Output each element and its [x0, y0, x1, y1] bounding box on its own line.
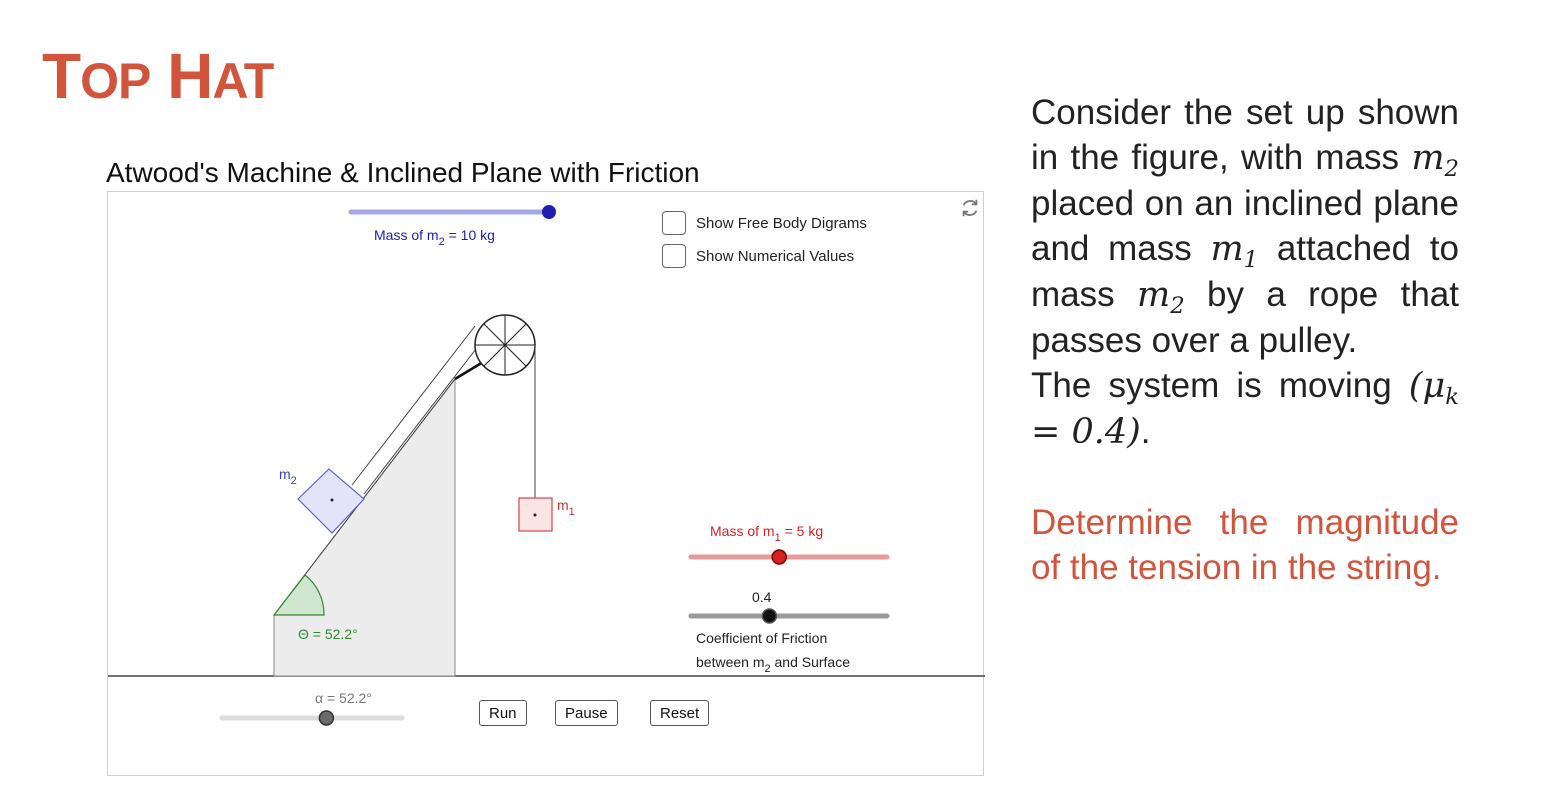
mass-m1-label: $m_1$ [557, 497, 575, 518]
numerical-values-checkbox[interactable] [662, 244, 686, 268]
angle-slider-handle[interactable] [319, 711, 333, 725]
friction-slider-value: 0.4 [752, 589, 772, 605]
angle-slider-label: α = 52.2° [315, 690, 372, 706]
theta-label: Θ = 52.2° [298, 626, 358, 642]
numerical-values-label: Show Numerical Values [696, 247, 855, 265]
geogebra-applet[interactable] [107, 191, 984, 776]
applet-title: Atwood's Machine & Inclined Plane with Friction [106, 157, 700, 188]
mass-m1-slider-handle[interactable] [772, 550, 786, 564]
pause-button[interactable]: Pause [555, 700, 618, 726]
top-hat-logo: TOP HAT [42, 40, 274, 112]
refresh-icon[interactable] [959, 197, 981, 219]
problem-condition: The system is moving $(\mu_k = 0.4)$. [1031, 366, 1459, 452]
applet-canvas [108, 192, 985, 777]
numerical-values-option[interactable] [662, 244, 854, 268]
free-body-label: Show Free Body Digrams [696, 214, 867, 232]
mass-m2-label: $m_2$ [279, 466, 297, 487]
run-button[interactable]: Run [479, 700, 527, 726]
mass-m2-slider-handle[interactable] [542, 205, 556, 219]
reset-button[interactable]: Reset [650, 700, 709, 726]
problem-setup: Consider the set up shown in the figure, with mass $m_2$ placed on an inclined plane and mass $m_1$ attached to mass $m_2$ by a rope that passes over a pulley. [1031, 93, 1459, 360]
free-body-checkbox[interactable] [662, 211, 686, 235]
mass-m2-slider-label: Mass of $m_2 = 10$ kg [374, 227, 495, 248]
mass-m2-center [331, 499, 334, 502]
mass-m1-slider-label: Mass of $m_1 = 5$ kg [710, 523, 824, 544]
problem-question: Determine the magnitude of the tension in the string. [1031, 503, 1459, 587]
free-body-option[interactable] [662, 211, 867, 235]
friction-slider-handle[interactable] [762, 609, 776, 623]
pulley [475, 315, 535, 375]
friction-caption-line2: between $m_2$ and Surface [696, 654, 850, 675]
friction-caption-line1: Coefficient of Friction [696, 630, 828, 646]
problem-statement [1031, 90, 1459, 590]
mass-m1-center [534, 514, 537, 517]
